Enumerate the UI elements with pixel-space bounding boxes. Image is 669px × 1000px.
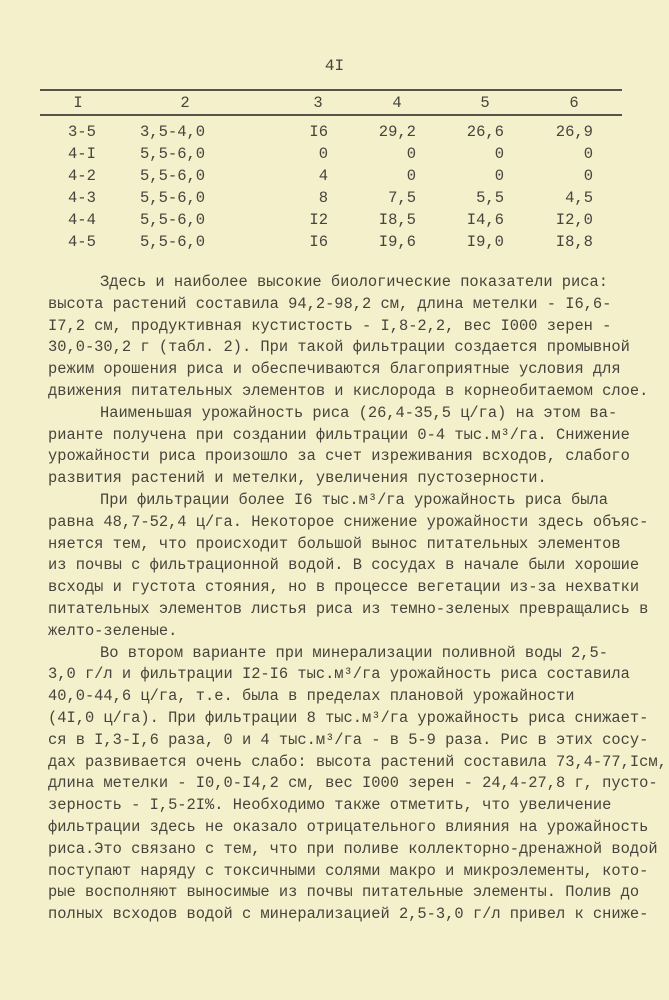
table-header-cell: 2 <box>180 94 190 112</box>
text-line: Наименьшая урожайность риса (26,4-35,5 ц/га) на этом ва- <box>100 403 618 422</box>
table-cell: I9,0 <box>466 233 504 251</box>
text-line: 3,0 г/л и фильтрации I2-I6 тыс.м³/га урожайность риса составила <box>48 665 630 684</box>
table-cell: 4-I <box>68 145 96 163</box>
text-line: I7,2 см, продуктивная кустистость - I,8-2,2, вес I000 зерен - <box>48 316 612 335</box>
text-line: движения питательных элементов и кислорода в корнеобитаемом слое. <box>48 382 649 400</box>
text-line: равна 48,7-52,4 ц/га. Некоторое снижение урожайности здесь объяс- <box>48 512 649 531</box>
table-cell: I8,8 <box>555 233 593 251</box>
text-line: няется тем, что происходит большой вынос питательных элементов <box>48 534 621 553</box>
text-line: режим орошения риса и обеспечиваются благоприятные условия для <box>48 360 621 379</box>
text-line: 30,0-30,2 г (табл. 2). При такой фильтрации создается промывной <box>48 338 630 357</box>
table-cell: I2,0 <box>555 211 593 229</box>
text-line: риса.Это связано с тем, что при поливе коллекторно-дренажной водой <box>48 839 658 858</box>
table-cell: 0 <box>318 145 328 163</box>
table-cell: 0 <box>583 167 593 185</box>
table-cell: 0 <box>406 145 416 163</box>
table-header-cell: 4 <box>392 94 402 112</box>
text-line: дах развивается очень слабо: высота растений составила 73,4-77,Iсм, <box>48 752 667 771</box>
text-line: Во втором варианте при минерализации поливной воды 2,5- <box>100 643 608 662</box>
table-cell: 5,5-6,0 <box>140 211 206 229</box>
text-line: питательных элементов листья риса из темно-зеленых превращались в <box>48 600 649 618</box>
text-line: длина метелки - I0,0-I4,2 см, вес I000 зерен - 24,4-27,8 г, пусто- <box>48 774 658 793</box>
table-cell: I8,5 <box>378 211 416 229</box>
text-line: из почвы с фильтрационной водой. В сосудах в начале были хорошие <box>48 556 640 575</box>
table-cell: 7,5 <box>388 189 416 207</box>
table-cell: I2 <box>309 211 328 229</box>
table-cell: 3,5-4,0 <box>140 123 206 141</box>
table-cell: I6 <box>309 123 328 141</box>
table-cell: 3-5 <box>68 123 96 141</box>
table-header-cell: 5 <box>480 94 490 112</box>
text-line: развития растений и метелки, увеличения пустозерности. <box>48 469 547 488</box>
table-cell: 0 <box>583 145 593 163</box>
table-cell: 26,9 <box>555 123 593 141</box>
table-cell: I9,6 <box>378 233 416 251</box>
table-cell: 5,5-6,0 <box>140 233 206 251</box>
table-cell: 4,5 <box>565 189 593 207</box>
table-cell: I4,6 <box>466 211 504 229</box>
table-cell: 26,6 <box>466 123 504 141</box>
text-line: 40,0-44,6 ц/га, т.е. была в пределах плановой урожайности <box>48 687 575 706</box>
table-cell: 5,5-6,0 <box>140 167 206 185</box>
table-cell: 4-3 <box>68 189 96 207</box>
table-header-cell: I <box>73 94 83 112</box>
table-cell: 8 <box>318 189 328 207</box>
table-cell: 0 <box>406 167 416 185</box>
text-line: зерность - I,5-2I%. Необходимо также отметить, что увеличение <box>48 796 612 815</box>
table-cell: 5,5 <box>476 189 504 207</box>
text-line: (4I,0 ц/га). При фильтрации 8 тыс.м³/га урожайность риса снижает- <box>48 709 649 727</box>
text-line: поступают наряду с токсичными солями макро и микроэлементы, кото- <box>48 861 649 880</box>
text-line: фильтрации здесь не оказало отрицательного влияния на урожайность <box>48 818 649 836</box>
text-line: При фильтрации более I6 тыс.м³/га урожайность риса была <box>100 491 608 509</box>
table-header-cell: 3 <box>313 94 323 112</box>
text-line: желто-зеленые. <box>48 621 178 640</box>
table-header-cell: 6 <box>569 94 579 112</box>
table-cell: 4 <box>318 167 328 185</box>
table-cell: 0 <box>494 167 504 185</box>
text-line: полных всходов водой с минерализацией 2,5-3,0 г/л привел к сниже- <box>48 905 649 924</box>
table-top-rule <box>40 89 622 91</box>
text-line: рианте получена при создании фильтрации 0-4 тыс.м³/га. Снижение <box>48 425 630 444</box>
table-cell: 29,2 <box>378 123 416 141</box>
text-line: Здесь и наиболее высокие биологические показатели риса: <box>100 273 608 291</box>
table-cell: 4-5 <box>68 233 96 251</box>
table-cell: 0 <box>494 145 504 163</box>
table-cell: 5,5-6,0 <box>140 145 206 163</box>
page-number: 4I <box>324 57 345 75</box>
table-cell: 5,5-6,0 <box>140 189 206 207</box>
text-line: всходы и густота стояния, но в процессе вегетации из-за нехватки <box>48 578 640 597</box>
text-line: рые восполняют выносимые из почвы питательные элементы. Полив до <box>48 883 640 902</box>
table-cell: 4-2 <box>68 167 96 185</box>
table-header-rule <box>40 114 622 116</box>
text-line: высота растений составила 94,2-98,2 см, длина метелки - I6,6- <box>48 294 612 313</box>
text-line: ся в I,3-I,6 раза, 0 и 4 тыс.м³/га - в 5-9 раза. Рис в этих сосу- <box>48 730 649 749</box>
table-cell: 4-4 <box>68 211 96 229</box>
text-line: урожайности риса произошло за счет изреживания всходов, слабого <box>48 447 630 466</box>
table-cell: I6 <box>309 233 328 251</box>
